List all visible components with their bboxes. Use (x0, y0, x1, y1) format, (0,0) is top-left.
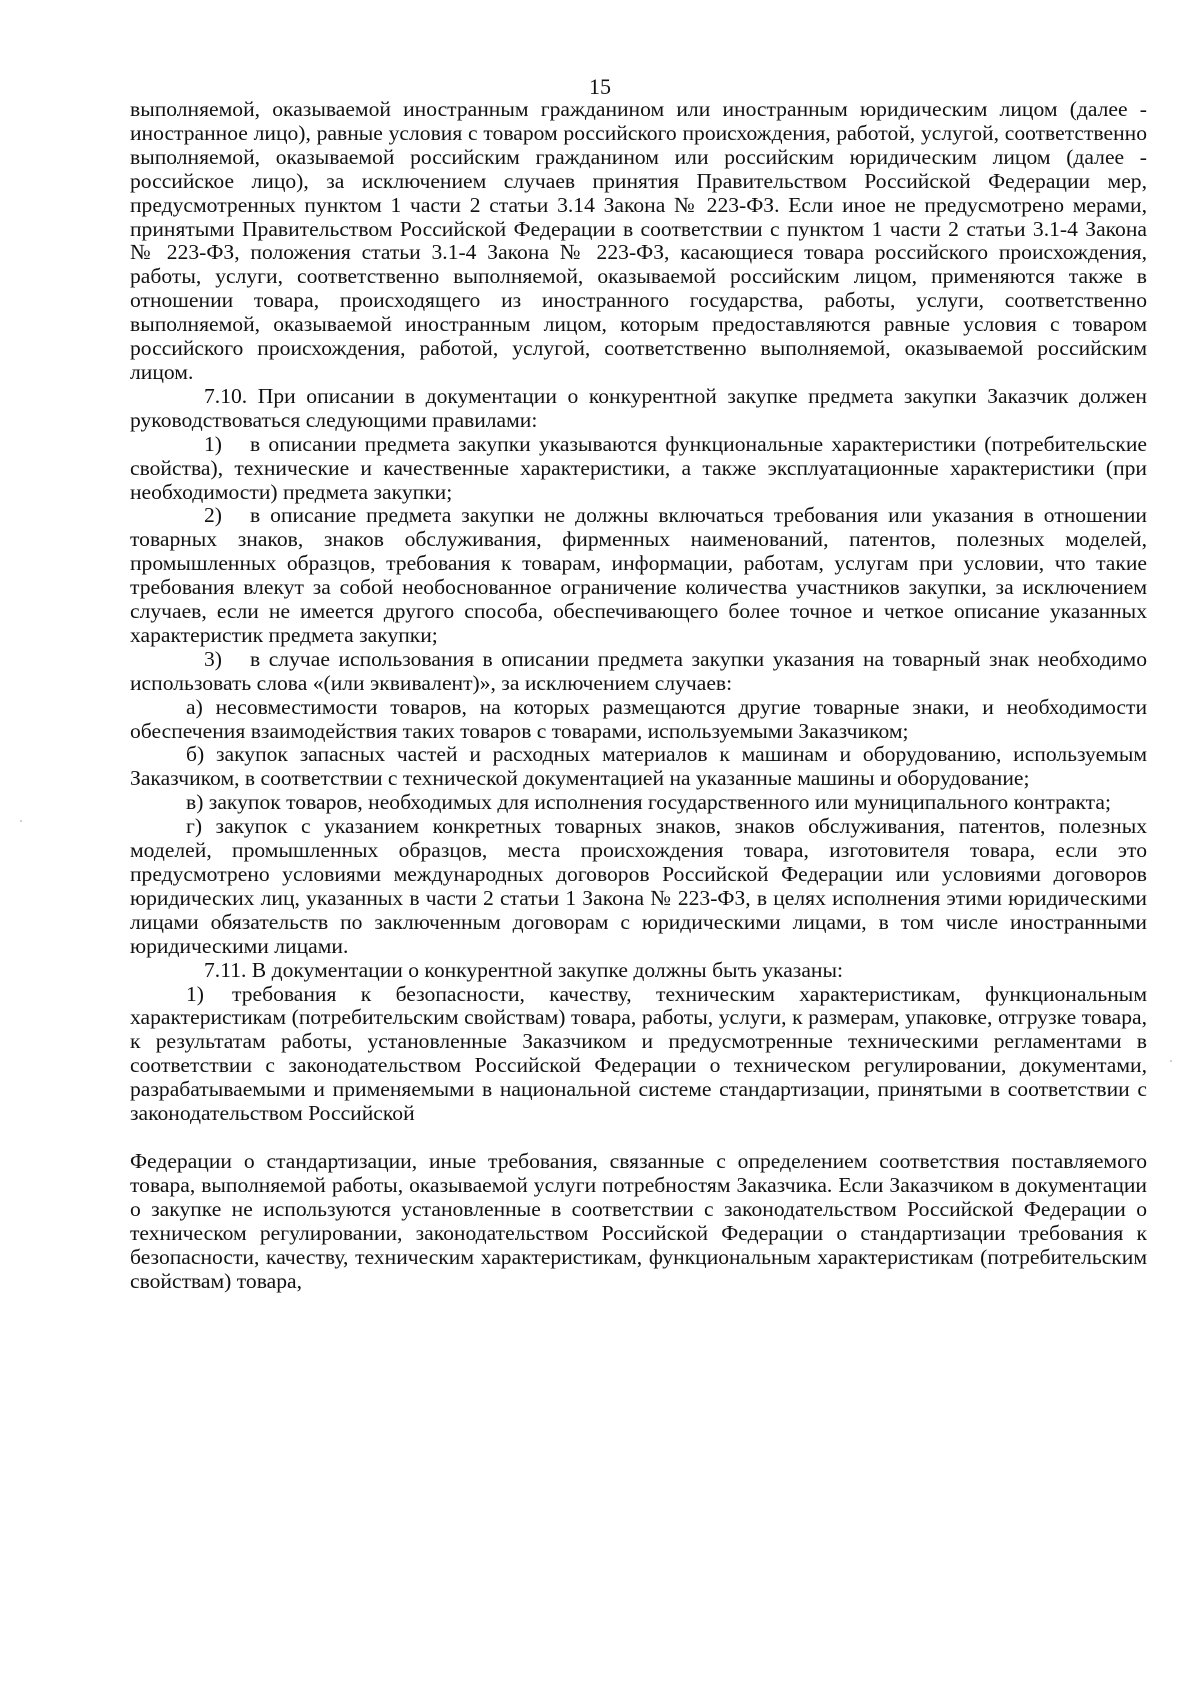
list-number: 2) (204, 503, 222, 528)
document-body (130, 98, 1147, 1293)
scan-speck (20, 820, 22, 822)
list-number: 1) (204, 431, 222, 456)
list-item-text: требования к безопасности, качеству, техническим характеристикам, функциональным характеристикам (потребительским свойствам) товара, работы, услуги, к размерам, упаковке, отгрузке товара, к результатам работы, установленные Заказчиком и предусмотренные техническими регламентами в соответствии с законодательством Российской Федерации о техническом регулировании, документами, разрабатываемыми и применяемыми в национальной системе стандартизации, принятыми в соответствии с законодательством Российской (130, 981, 1147, 1126)
paragraph-7-11: 7.11. В документации о конкурентной закупке должны быть указаны: (204, 957, 843, 982)
paragraph-7-10: 7.10. При описании в документации о конкурентной закупке предмета закупки Заказчик должен руководствоваться следующими правилами: (130, 383, 1147, 432)
list-item-2 (130, 504, 1147, 647)
list-item-text: в описание предмета закупки не должны включаться требования или указания в отношении товарных знаков, знаков обслуживания, фирменных наименований, патентов, полезных моделей, промышленных образцов, требования к товарам, информации, работам, услугам при условии, что такие требования влекут за собой необоснованное ограничение количества участников закупки, за исключением случаев, если не имеется другого способа, обеспечивающего более точное и четкое описание указанных характеристик предмета закупки; (130, 503, 1147, 647)
paragraph-gap (130, 1126, 1147, 1150)
list-item-text: в случае использования в описании предмета закупки указания на товарный знак необходимо использовать слова «(или эквивалент)», за исключением случаев: (130, 646, 1147, 695)
scan-speck (1170, 1060, 1172, 1062)
subitem-v: в) закупок товаров, необходимых для исполнения государственного или муниципального контракта; (186, 790, 1111, 815)
list-item-text: в описании предмета закупки указываются функциональные характеристики (потребительские свойства), технические и качественные характеристики, а также эксплуатационные характеристики (при необходимости) предмета закупки; (130, 431, 1147, 504)
paragraph-continued: Федерации о стандартизации, иные требования, связанные с определением соответствия поставляемого товара, выполняемой работы, оказываемой услуги потребностям Заказчика. Если Заказчиком в документации о закупке не используются установленные в соответствии с законодательством Российской Федерации о техническом регулировании, законодательством Российской Федерации о стандартизации требования к безопасности, качеству, техническим характеристикам, функциональным характеристикам (потребительским свойствам) товара, (130, 1148, 1147, 1293)
subitem-g: г) закупок с указанием конкретных товарных знаков, знаков обслуживания, патентов, полезных моделей, промышленных образцов, места происхождения товара, изготовителя товара, если это предусмотрено условиями международных договоров Российской Федерации или условиями договоров юридических лиц, указанных в части 2 статьи 1 Закона № 223-ФЗ, в целях исполнения этими юридическими лицами обязательств по заключенным договорам с юридическими лицами, в том числе иностранными юридическими лицами. (130, 814, 1147, 958)
list-item-7-11-1 (130, 983, 1147, 1126)
paragraph-continuation: выполняемой, оказываемой иностранным гражданином или иностранным юридическим лицом (далее - иностранное лицо), равные условия с товаром российского происхождения, работой, услугой, соответственно выполняемой, оказываемой российским гражданином или российским юридическим лицом (далее - российское лицо), за исключением случаев принятия Правительством Российской Федерации мер, предусмотренных пунктом 1 части 2 статьи 3.14 Закона № 223-ФЗ. Если иное не предусмотрено мерами, принятыми Правительством Российской Федерации в соответствии с пунктом 1 части 2 статьи 3.1-4 Закона № 223-ФЗ, положения статьи 3.1-4 Закона № 223-ФЗ, касающиеся товара российского происхождения, работы, услуги, соответственно выполняемой, оказываемой российским лицом, применяются также в отношении товара, происходящего из иностранного государства, работы, услуги, соответственно выполняемой, оказываемой иностранным лицом, которым предоставляются равные условия с товаром российского происхождения, работой, услугой, соответственно выполняемой, оказываемой российским лицом. (130, 97, 1147, 384)
subitem-a: а) несовместимости товаров, на которых размещаются другие товарные знаки, и необходимости обеспечения взаимодействия таких товаров с товарами, используемыми Заказчиком; (130, 694, 1147, 743)
page-number: 15 (589, 74, 611, 99)
subitem-b: б) закупок запасных частей и расходных материалов к машинам и оборудованию, используемым Заказчиком, в соответствии с технической документацией на указанные машины и оборудование; (130, 742, 1147, 791)
list-number: 1) (186, 981, 204, 1006)
list-number: 3) (204, 646, 222, 671)
list-item-3 (130, 648, 1147, 696)
list-item-1 (130, 433, 1147, 505)
